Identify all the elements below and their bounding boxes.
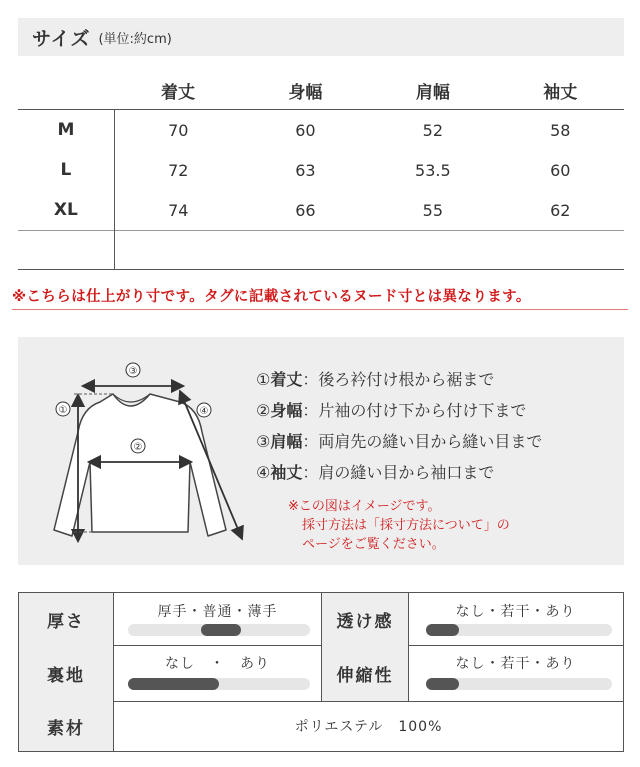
size-table-corner: [18, 71, 114, 110]
label-1: ①: [58, 405, 68, 416]
table-cell: 60: [550, 160, 571, 180]
table-cell: 66: [295, 200, 316, 220]
thickness-bar: [128, 624, 310, 636]
item-desc: ：後ろ衿付け根から裾まで: [302, 370, 495, 389]
list-item: [256, 460, 542, 491]
table-cell-empty: [497, 231, 624, 270]
measurement-list: [256, 367, 542, 491]
list-item: [256, 398, 542, 429]
fabric-row: [19, 701, 623, 751]
shirt-diagram: [30, 352, 260, 552]
stretch-bar: [426, 678, 612, 690]
column-header: 着丈: [114, 71, 241, 110]
table-cell-empty: [369, 231, 496, 270]
item-term: 袖丈: [270, 463, 303, 482]
lining-options: なし ・ あり: [165, 656, 270, 672]
fabric-row: [19, 645, 623, 702]
table-cell: 62: [550, 200, 571, 220]
item-term: 肩幅: [270, 432, 303, 451]
item-desc: ：肩の縫い目から袖口まで: [302, 463, 495, 482]
size-unit: (単位:約cm): [98, 31, 172, 47]
image-note: [288, 497, 510, 554]
table-row-empty: [18, 231, 624, 270]
lining-bar-fill: [128, 678, 219, 690]
item-term: 身幅: [270, 401, 303, 420]
lining-label: 裏地: [19, 645, 114, 701]
list-item: [256, 429, 542, 460]
table-cell-empty: [242, 231, 369, 270]
table-cell: 58: [550, 120, 571, 140]
column-header: 肩幅: [369, 71, 496, 110]
table-row: [18, 190, 624, 231]
table-cell: 55: [422, 200, 443, 220]
table-row: [18, 110, 624, 151]
item-number: ④: [256, 463, 271, 482]
size-notice: ※こちらは仕上がり寸です。タグに記載されているヌード寸とは異なります。: [12, 285, 628, 310]
stretch-cell: [408, 645, 623, 701]
note-line: ※この図はイメージです。: [288, 499, 441, 514]
item-number: ①: [256, 370, 271, 389]
column-header: 袖丈: [497, 71, 624, 110]
material-value: ポリエステル 100%: [294, 719, 443, 735]
item-desc: ：両肩先の縫い目から縫い目まで: [302, 432, 543, 451]
column-header: 身幅: [242, 71, 369, 110]
list-item: [256, 367, 542, 398]
fabric-row: [19, 593, 623, 646]
thickness-options: 厚手・普通・薄手: [157, 604, 278, 620]
fabric-table: [18, 592, 624, 752]
sheer-cell: [408, 593, 623, 645]
item-number: ③: [256, 432, 271, 451]
label-2: ②: [133, 442, 143, 453]
stretch-options: なし・若干・あり: [455, 656, 576, 672]
table-cell: 70: [168, 120, 189, 140]
lining-bar: [128, 678, 310, 690]
size-table: [18, 71, 624, 270]
label-4: ④: [199, 406, 209, 417]
table-cell: 53.5: [415, 160, 451, 180]
table-cell-empty: [114, 231, 241, 270]
table-cell: 74: [168, 200, 189, 220]
size-label: L: [18, 150, 114, 190]
stretch-label: 伸縮性: [321, 645, 409, 701]
sheer-bar: [426, 624, 612, 636]
stretch-bar-fill: [426, 678, 459, 690]
lining-cell: [114, 645, 321, 701]
item-desc: ：片袖の付け下から付け下まで: [302, 401, 527, 420]
size-table-header-row: [18, 71, 624, 110]
thickness-label: 厚さ: [19, 593, 114, 645]
table-cell: 60: [295, 120, 316, 140]
size-label: XL: [18, 190, 114, 231]
note-line: 採寸方法は「採寸方法について」の: [302, 518, 510, 533]
size-header: [18, 18, 624, 56]
sheer-options: なし・若干・あり: [455, 604, 576, 620]
size-label: M: [18, 110, 114, 151]
sheer-label: 透け感: [321, 593, 409, 645]
sheer-bar-fill: [426, 624, 459, 636]
table-cell-empty: [18, 231, 114, 270]
item-term: 着丈: [270, 370, 303, 389]
table-cell: 63: [295, 160, 316, 180]
measurement-guide: [18, 337, 624, 565]
item-number: ②: [256, 401, 271, 420]
table-cell: 72: [168, 160, 189, 180]
label-3: ③: [128, 366, 138, 377]
thickness-bar-fill: [201, 624, 241, 636]
table-row: [18, 150, 624, 190]
size-title: サイズ: [32, 27, 91, 50]
table-cell: 52: [422, 120, 443, 140]
note-line: ページをご覧ください。: [302, 537, 445, 552]
material-label: 素材: [19, 701, 114, 751]
thickness-cell: [114, 593, 321, 645]
